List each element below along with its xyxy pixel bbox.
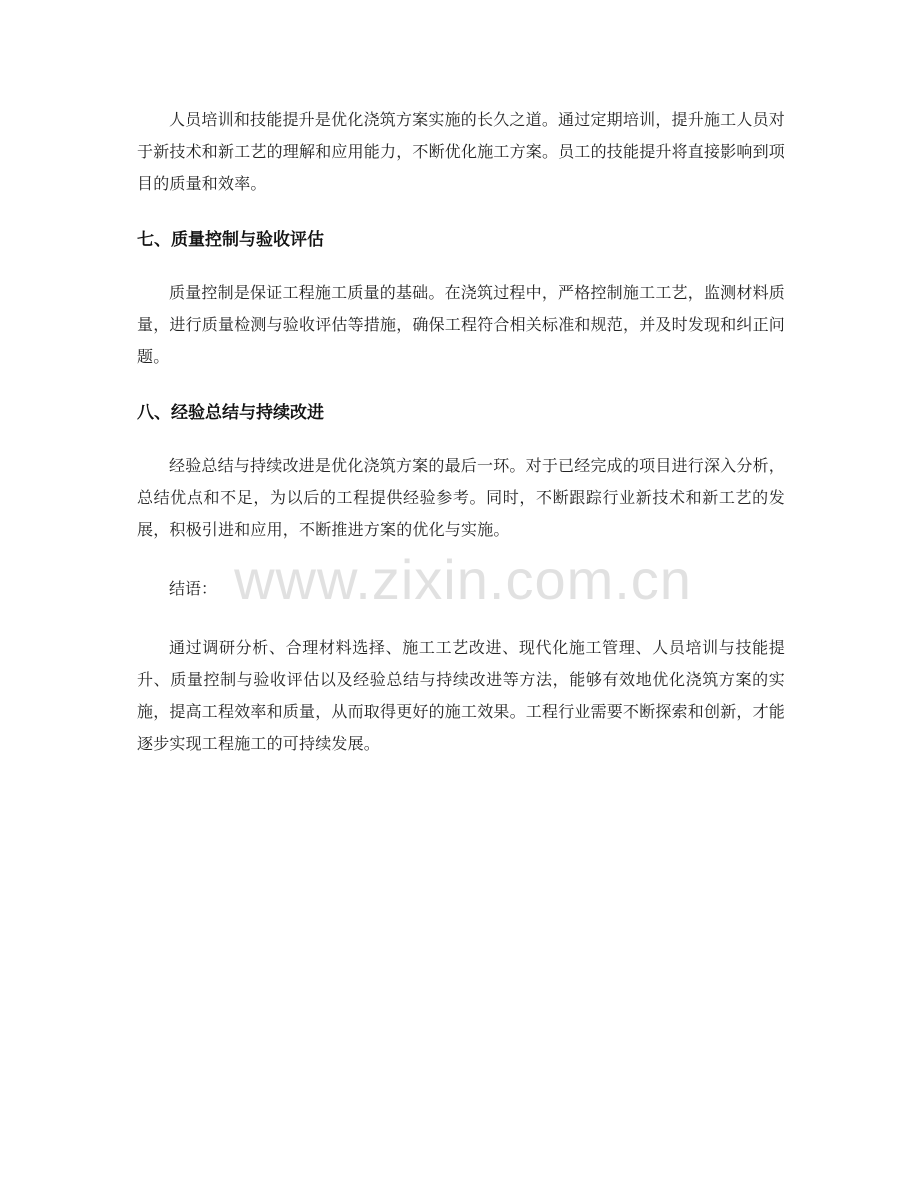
conclusion-label: 结语： — [169, 579, 218, 598]
paragraph-conclusion: 通过调研分析、合理材料选择、施工工艺改进、现代化施工管理、人员培训与技能提升、质量控制与验收评估以及经验总结与持续改进等方法，能够有效地优化浇筑方案的实施，提高工程效率和质量，从而取得更好的施工效果。工程行业需要不断探索和创新，才能逐步实现工程施工的可持续发展。 — [137, 638, 786, 753]
section-heading-experience-summary: 八、经验总结与持续改进 — [137, 403, 324, 423]
watermark: www.zixin.com.cn — [234, 548, 692, 611]
paragraph-quality-control: 质量控制是保证工程施工质量的基础。在浇筑过程中，严格控制施工工艺，监测材料质量，进行质量检测与验收评估等措施，确保工程符合相关标准和规范，并及时发现和纠正问题。 — [137, 283, 786, 366]
document-body — [137, 104, 785, 787]
paragraph-training: 人员培训和技能提升是优化浇筑方案实施的长久之道。通过定期培训，提升施工人员对于新技术和新工艺的理解和应用能力，不断优化施工方案。员工的技能提升将直接影响到项目的质量和效率。 — [137, 110, 786, 193]
section-heading-quality-control: 七、质量控制与验收评估 — [137, 230, 324, 250]
paragraph-experience-summary: 经验总结与持续改进是优化浇筑方案的最后一环。对于已经完成的项目进行深入分析，总结优点和不足，为以后的工程提供经验参考。同时，不断跟踪行业新技术和新工艺的发展，积极引进和应用，不断推进方案的优化与实施。 — [137, 456, 785, 539]
